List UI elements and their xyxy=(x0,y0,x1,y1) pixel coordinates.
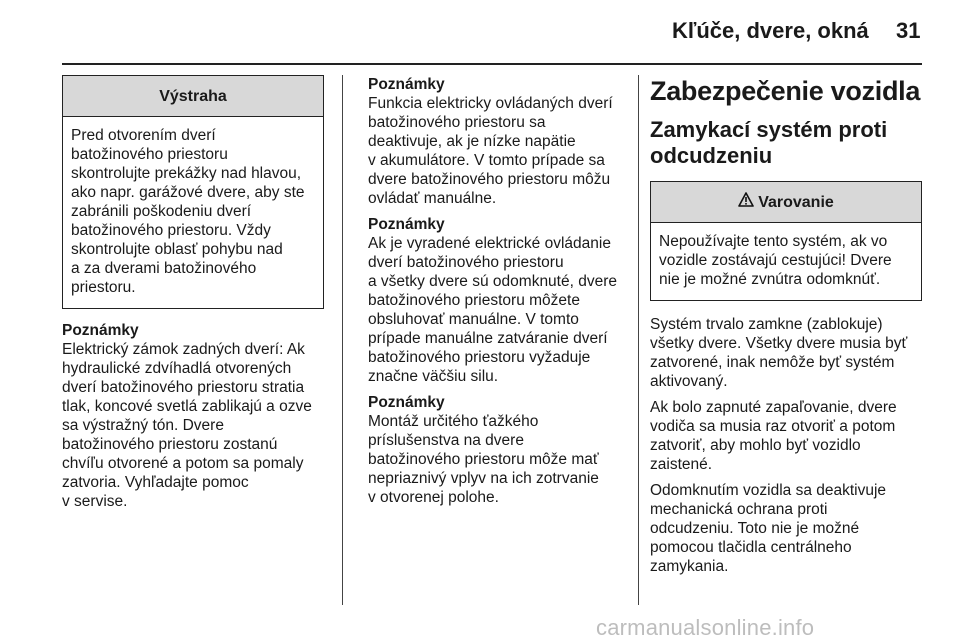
text-line: aktivovaný. xyxy=(650,373,728,390)
text-line: batožinového priestoru vyžaduje xyxy=(368,349,591,366)
text-line: nepriaznivý vplyv na ich zotrvanie xyxy=(368,470,599,487)
text-line: mechanická ochrana proti xyxy=(650,501,828,518)
text-line: batožinového priestoru xyxy=(71,146,228,163)
warning-triangle-icon xyxy=(738,192,754,212)
text-line: hydraulické zdvíhadlá otvorených xyxy=(62,360,292,377)
text-line: Funkcia elektricky ovládaných dverí xyxy=(368,95,613,112)
text-line: zabránili poškodeniu dverí xyxy=(71,203,252,220)
warning-box xyxy=(62,75,324,309)
text-line: vozidle zostávajú cestujúci! Dvere xyxy=(659,252,892,269)
warning-box-body xyxy=(63,117,323,308)
page-header xyxy=(0,14,960,54)
text-line: batožinového priestoru môžete xyxy=(368,292,580,309)
text-line: Montáž určitého ťažkého xyxy=(368,413,539,430)
text-line: a za dverami batožinového xyxy=(71,260,257,277)
watermark: carmanualsonline.info xyxy=(596,615,815,640)
note-block xyxy=(368,393,626,507)
note-block xyxy=(62,321,324,511)
column-middle xyxy=(368,75,626,514)
text-line: deaktivuje, ak je nízke napätie xyxy=(368,133,576,150)
text-line: skontrolujte prekážky nad hlavou, xyxy=(71,165,302,182)
text-line: pomocou tlačidla centrálneho xyxy=(650,539,852,556)
text-line: a všetky dvere sú odomknuté, dvere xyxy=(368,273,617,290)
note-title: Poznámky xyxy=(368,216,445,233)
text-line: ovládať manuálne. xyxy=(368,190,497,207)
text-line: príslušenstva na dvere xyxy=(368,432,524,449)
caution-box-header xyxy=(651,182,921,223)
text-line: Pred otvorením dverí xyxy=(71,127,216,144)
text-line: Systém trvalo zamkne (zablokuje) xyxy=(650,316,883,333)
text-line: sa výstražný tón. Dvere xyxy=(62,417,224,434)
text-line: zatvoriť, aby mohlo byť vozidlo xyxy=(650,437,861,454)
caution-box xyxy=(650,181,922,301)
paragraph xyxy=(650,398,922,474)
text-line: v otvorenej polohe. xyxy=(368,489,499,506)
page-number: 31 xyxy=(896,18,921,43)
paragraph xyxy=(650,481,922,576)
text-line: značne väčšiu silu. xyxy=(368,368,499,385)
header-rule xyxy=(62,63,922,65)
chapter-title: Kľúče, dvere, okná xyxy=(672,18,869,43)
text-line: prípade manuálne zatváranie dverí xyxy=(368,330,608,347)
text-line: vodiča sa musia raz otvoriť a potom xyxy=(650,418,896,435)
paragraph xyxy=(650,315,922,391)
text-line: batožinového priestoru. Vždy xyxy=(71,222,271,239)
note-title: Poznámky xyxy=(62,322,139,339)
text-line: Nepoužívajte tento systém, ak vo xyxy=(659,233,888,250)
subsection-heading: Zamykací systém proti odcudzeniu xyxy=(650,117,888,168)
text-line: tlak, koncové svetlá zablikajú a ozve xyxy=(62,398,312,415)
text-line: odcudzeniu. Toto nie je možné xyxy=(650,520,860,537)
text-line: ako napr. garážové dvere, aby ste xyxy=(71,184,305,201)
text-line: v akumulátore. V tomto prípade sa xyxy=(368,152,605,169)
text-line: skontrolujte oblasť pohybu nad xyxy=(71,241,283,258)
text-line: Odomknutím vozidla sa deaktivuje xyxy=(650,482,887,499)
caution-box-body xyxy=(651,223,921,300)
text-line: priestoru. xyxy=(71,279,136,296)
text-line: nie je možné zvnútra odomknúť. xyxy=(659,271,881,288)
text-line: zaistené. xyxy=(650,456,713,473)
column-divider-2 xyxy=(638,75,639,605)
note-title: Poznámky xyxy=(368,394,445,411)
text-line: zamykania. xyxy=(650,558,729,575)
text-line: dvere batožinového priestoru môžu xyxy=(368,171,611,188)
text-line: dverí batožinového priestoru stratia xyxy=(62,379,305,396)
text-line: v servise. xyxy=(62,493,128,510)
note-block xyxy=(368,215,626,386)
text-line: batožinového priestoru sa xyxy=(368,114,546,131)
note-title: Poznámky xyxy=(368,76,445,93)
text-line: batožinového priestoru môže mať xyxy=(368,451,599,468)
text-line: všetky dvere. Všetky dvere musia byť xyxy=(650,335,908,352)
column-left xyxy=(62,75,324,511)
section-heading: Zabezpečenie vozidla xyxy=(650,76,921,106)
note-block xyxy=(368,75,626,208)
text-line: Ak bolo zapnuté zapaľovanie, dvere xyxy=(650,399,897,416)
text-line: Elektrický zámok zadných dverí: Ak xyxy=(62,341,305,358)
text-line: batožinového priestoru zostanú xyxy=(62,436,278,453)
warning-box-title: Výstraha xyxy=(63,76,323,117)
text-line: chvíľu otvorené a potom sa pomaly xyxy=(62,455,304,472)
text-line: Ak je vyradené elektrické ovládanie xyxy=(368,235,611,252)
caution-box-title: Varovanie xyxy=(758,193,834,211)
text-line: zatvoria. Vyhľadajte pomoc xyxy=(62,474,249,491)
column-right xyxy=(650,75,922,583)
text-line: zatvorené, inak nemôže byť systém xyxy=(650,354,895,371)
text-line: obsluhovať manuálne. V tomto xyxy=(368,311,579,328)
text-line: dverí batožinového priestoru xyxy=(368,254,564,271)
column-divider-1 xyxy=(342,75,343,605)
